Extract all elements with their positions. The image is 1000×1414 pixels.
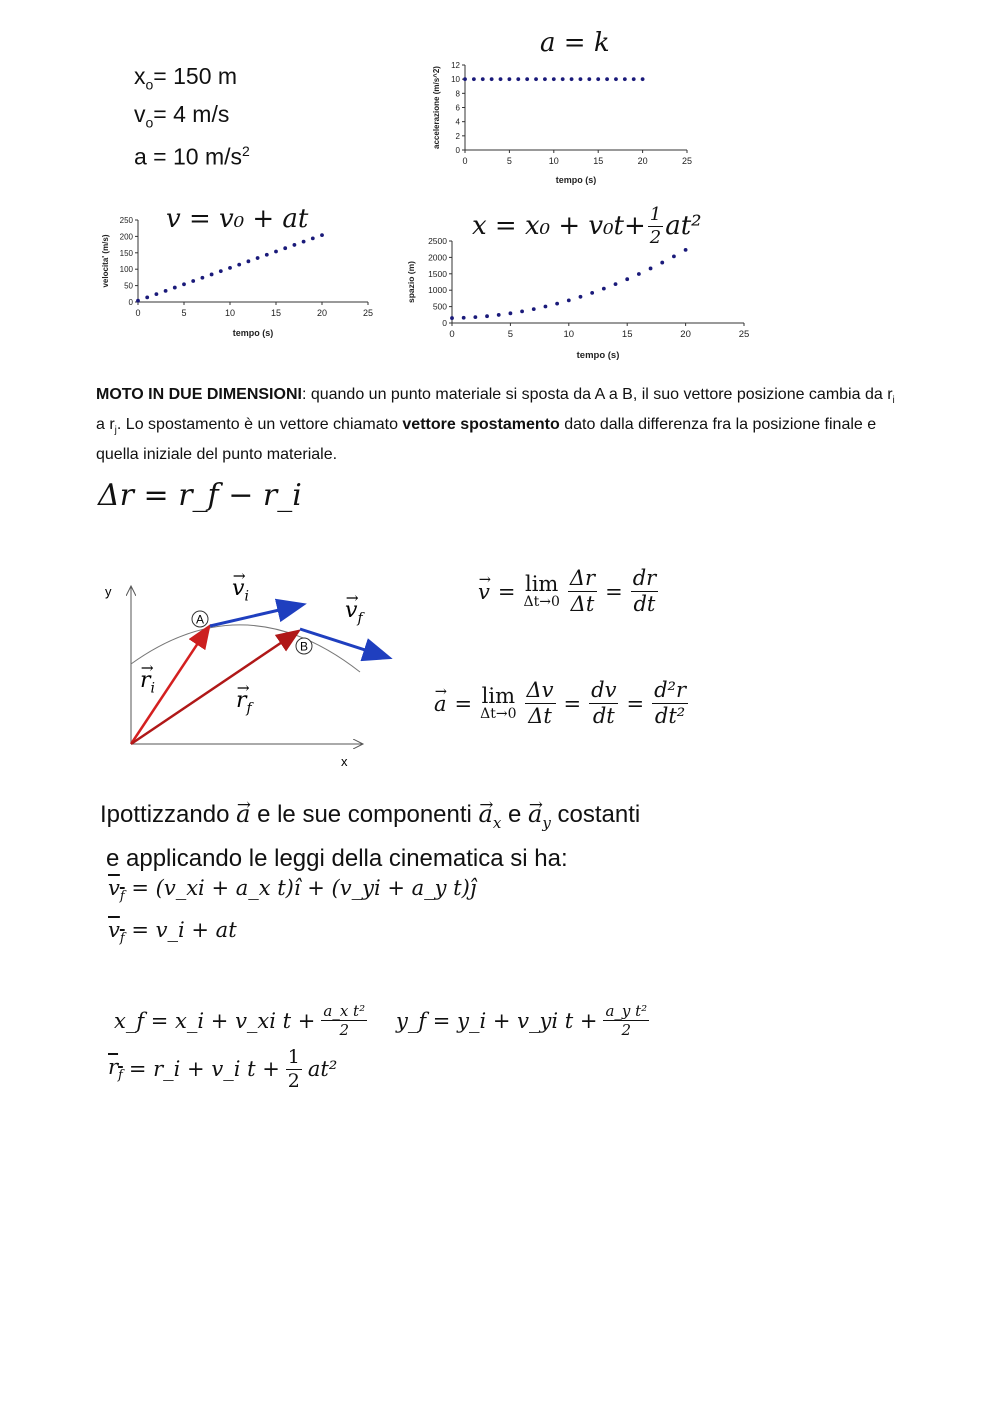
- trajectory-curve: [131, 625, 360, 672]
- data-point: [596, 77, 600, 81]
- x-tick-label: 5: [181, 308, 187, 318]
- x-tick-label: 25: [681, 156, 693, 166]
- point-a-label: A: [195, 612, 205, 627]
- data-point: [485, 314, 489, 318]
- data-point: [155, 292, 159, 296]
- y-tick-label: 2: [455, 131, 460, 141]
- data-point: [256, 256, 260, 260]
- data-point: [136, 299, 140, 303]
- y-tick-label: 0: [442, 318, 447, 328]
- data-point: [237, 263, 241, 267]
- x-tick-label: 10: [224, 308, 236, 318]
- data-point: [532, 307, 536, 311]
- data-point: [509, 311, 513, 315]
- data-point: [543, 77, 547, 81]
- data-point: [561, 77, 565, 81]
- data-point: [283, 246, 287, 250]
- data-point: [590, 291, 594, 295]
- position-equation: x = x₀ + v₀t+ $\frac{1}{2}$ at²: [472, 204, 702, 248]
- section-title: MOTO IN DUE DIMENSIONI: [96, 386, 302, 403]
- data-point: [219, 269, 223, 273]
- vi-vector: [210, 605, 301, 626]
- y-tick-label: 12: [451, 61, 460, 70]
- data-point: [660, 261, 664, 265]
- hypothesis-text: [100, 796, 640, 877]
- data-point: [450, 316, 454, 320]
- data-point: [302, 240, 306, 244]
- y-tick-label: 50: [124, 281, 133, 291]
- x-tick-label: 15: [621, 329, 633, 340]
- point-b-label: B: [299, 639, 309, 654]
- x-tick-label: 0: [135, 308, 141, 318]
- x-tick-label: 10: [563, 329, 575, 340]
- data-point: [320, 233, 324, 237]
- data-point: [247, 259, 251, 263]
- x-tick-label: 15: [593, 156, 604, 166]
- data-point: [481, 77, 485, 81]
- data-point: [587, 77, 591, 81]
- data-point: [637, 272, 641, 276]
- position-chart: [402, 228, 762, 366]
- data-point: [614, 282, 618, 286]
- x-tick-label: 0: [449, 329, 455, 340]
- y-tick-label: 200: [119, 232, 133, 242]
- data-point: [520, 309, 524, 313]
- rf-formula: $r_f$ = r_i + v_i t + $\frac{1}{2}$ at²: [108, 1046, 338, 1092]
- data-point: [145, 296, 149, 300]
- x-axis-title: tempo (s): [576, 350, 620, 361]
- data-point: [164, 289, 168, 293]
- y-tick-label: 100: [119, 265, 133, 275]
- data-point: [516, 77, 520, 81]
- y-tick-label: 6: [455, 103, 460, 113]
- given-x0: $x_o= 150$ m: [134, 63, 238, 93]
- data-point: [201, 276, 205, 280]
- data-point: [555, 302, 559, 306]
- y-tick-label: 4: [455, 117, 460, 127]
- y-tick-label: 250: [119, 216, 133, 225]
- y-tick-label: 10: [451, 75, 460, 85]
- data-point: [641, 77, 645, 81]
- xf-formula: x_f = x_i + v_xi t + $\frac{\text{a\_x t²}}{2}$: [114, 1002, 366, 1039]
- data-point: [274, 250, 278, 254]
- data-point: [625, 277, 629, 281]
- data-point: [579, 77, 583, 81]
- accel-equation: a = k: [540, 28, 610, 58]
- data-point: [508, 77, 512, 81]
- y-tick-label: 500: [432, 301, 447, 312]
- vf-components-formula: $v_f$ = (v_xi + a_x t)î + (v_yi + a_y t)ĵ: [108, 876, 477, 905]
- vf-label: → $v_f$: [345, 598, 363, 626]
- data-point: [173, 286, 177, 290]
- vi-label: → $v_i$: [232, 576, 249, 604]
- x-tick-label: 5: [506, 156, 512, 166]
- data-point: [623, 77, 627, 81]
- x-axis-label: x: [341, 754, 348, 769]
- y-axis-title: velocita' (m/s): [101, 234, 110, 288]
- data-point: [265, 253, 269, 257]
- y-axis-label: y: [105, 584, 112, 599]
- y-axis-title: accelerazione (m/s^2): [432, 66, 441, 149]
- x-tick-label: 20: [637, 156, 648, 166]
- x-tick-label: 20: [316, 308, 328, 318]
- data-point: [544, 305, 548, 309]
- given-a: a = 10 $m/s^2$: [134, 143, 250, 170]
- x-tick-label: 0: [462, 156, 468, 166]
- given-values: [134, 62, 250, 172]
- x-tick-label: 10: [548, 156, 559, 166]
- data-point: [462, 316, 466, 320]
- x-tick-label: 25: [362, 308, 374, 318]
- x-tick-label: 5: [507, 329, 514, 340]
- data-point: [684, 248, 688, 252]
- data-point: [191, 279, 195, 283]
- data-point: [228, 266, 232, 270]
- y-axis-title: spazio (m): [406, 260, 416, 304]
- vf-vector-formula: $v_f$ = v_i + at: [108, 918, 237, 947]
- y-tick-label: 8: [455, 89, 460, 99]
- hypothesis-line-1: Ipottizzando → a e le sue componenti → $a_x$ $e \to a_y$ costanti: [100, 796, 640, 841]
- data-point: [567, 298, 571, 302]
- velocity-chart: [98, 210, 388, 345]
- data-point: [534, 77, 538, 81]
- y-tick-label: 2500: [428, 236, 447, 246]
- two-dimensions-paragraph: MOTO IN DUE DIMENSIONI: quando un punto materiale si sposta da A a B, il suo vettore posizione cambia da $r_i$ a $r_j$. Lo spostamento è un vettore chiamato vettore spostamento dato dalla differenza fra la posizione finale e quella iniziale del punto materiale.: [96, 386, 895, 464]
- data-point: [473, 315, 477, 319]
- data-point: [649, 267, 653, 271]
- y-tick-label: 2000: [428, 252, 447, 263]
- acceleration-chart: [425, 55, 715, 190]
- x-tick-label: 25: [738, 329, 750, 340]
- rf-label: → $r_f$: [236, 688, 252, 716]
- displacement-equation: Δr = r_f − r_i: [98, 478, 302, 513]
- data-point: [497, 313, 501, 317]
- data-point: [490, 77, 494, 81]
- ri-label: → $r_i$: [140, 668, 155, 696]
- data-point: [293, 243, 297, 247]
- y-tick-label: 1000: [428, 285, 447, 296]
- data-point: [499, 77, 503, 81]
- data-point: [210, 273, 214, 277]
- y-tick-label: 150: [119, 248, 133, 258]
- y-tick-label: 1500: [428, 268, 447, 279]
- data-point: [311, 236, 315, 240]
- x-axis-title: tempo (s): [232, 328, 274, 338]
- velocity-equation: v = v₀ + at: [166, 204, 309, 234]
- data-point: [552, 77, 556, 81]
- data-point: [672, 254, 676, 258]
- yf-formula: y_f = y_i + v_yi t + $\frac{\text{a\_y t²}}{2}$: [396, 1002, 648, 1039]
- x-tick-label: 15: [270, 308, 282, 318]
- acceleration-definition: → a = lim Δt→0 $\frac{\Delta v}{\Delta t}$ = $\frac{dv}{dt}$ = $\frac{\text{d²r}}{\text{dt²}}$: [434, 678, 688, 729]
- hypothesis-line-2: e applicando le leggi della cinematica si ha:: [106, 844, 568, 872]
- data-point: [632, 77, 636, 81]
- x-axis-title: tempo (s): [555, 175, 597, 185]
- data-point: [463, 77, 467, 81]
- data-point: [579, 295, 583, 299]
- x-tick-label: 20: [680, 329, 691, 340]
- velocity-definition: → v = lim Δt→0 $\frac{\Delta r}{\Delta t}$ = $\frac{dr}{dt}$: [478, 566, 658, 617]
- data-point: [614, 77, 618, 81]
- vf-vector: [300, 629, 387, 657]
- y-tick-label: 0: [128, 298, 133, 307]
- data-point: [525, 77, 529, 81]
- data-point: [605, 77, 609, 81]
- data-point: [182, 282, 186, 286]
- rf-vector: [131, 632, 297, 744]
- data-point: [472, 77, 476, 81]
- given-v0: $v_o= 4$ m/s: [134, 100, 230, 131]
- data-point: [570, 77, 574, 81]
- data-point: [602, 287, 606, 291]
- y-tick-label: 0: [455, 146, 460, 155]
